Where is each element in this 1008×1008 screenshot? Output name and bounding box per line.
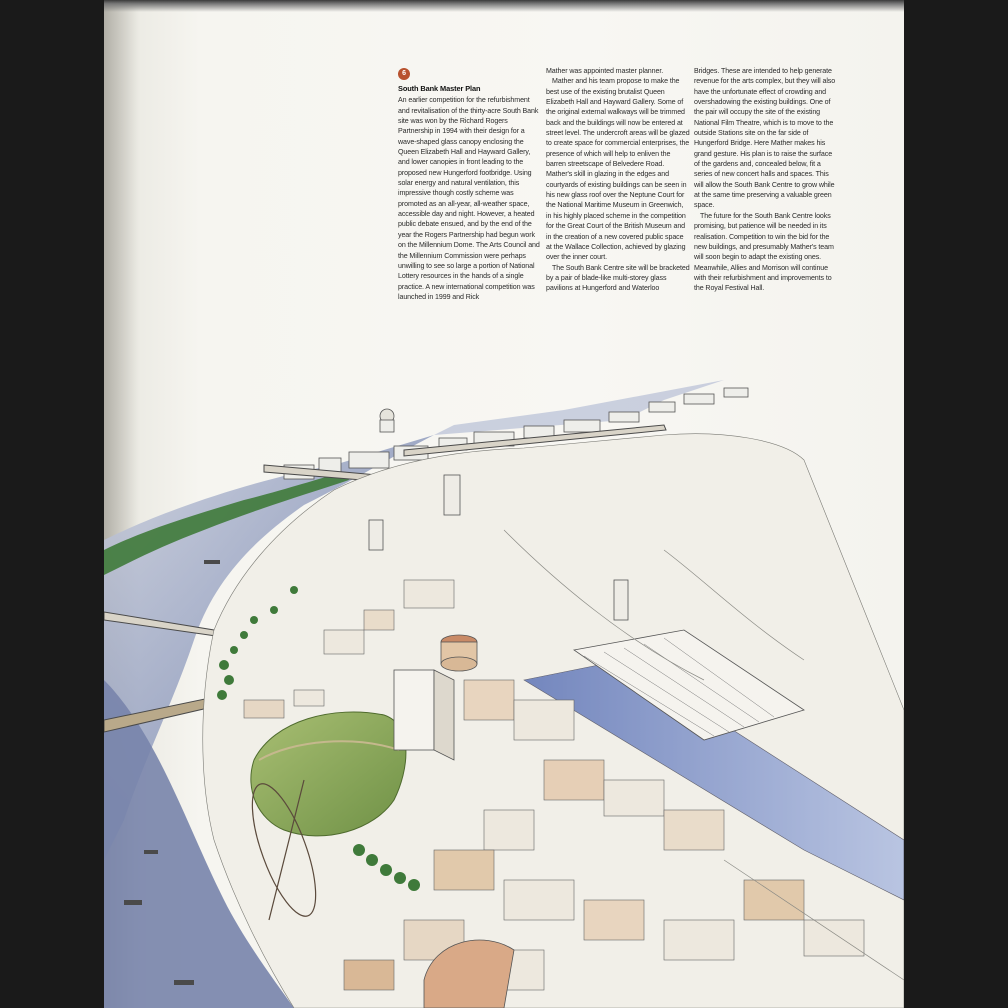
- page-top-edge: [104, 0, 904, 12]
- text-column-3: [694, 66, 838, 294]
- section-number-badge: 6: [398, 68, 410, 80]
- text-column-2: [546, 66, 690, 294]
- article-title: South Bank Master Plan: [398, 84, 481, 93]
- column-1-paragraph: An earlier competition for the refurbishment and revitalisation of the thirty-acre South Bank site was won by the Richard Rogers Partnership in 1994 with their design for a wave-shaped glass canopy enclosing the Queen Elizabeth Hall and Hayward Gallery, and lower canopies in front leading to the proposed new Hungerford footbridge. Using solar energy and natural ventilation, this impressive though costly scheme was promoted as an all-year, all-weather space, accessible day and night. However, a heated public debate ensued, and by the end of the year the Rogers Partnership had begun work on the Millennium Dome. The Arts Council and the Millennium Commission were perhaps unwilling to see so large a portion of National Lottery resources in the hands of a single practice. A new international competition was launched in 1999 and Rick: [398, 96, 540, 301]
- book-page: [104, 0, 904, 1008]
- text-column-1: [398, 66, 540, 302]
- column-3-paragraph-1: Bridges. These are intended to help generate revenue for the arts complex, but they will also have the unfortunate effect of crowding and overshadowing the existing buildings. One of the pair will occupy the site of the existing National Film Theatre, which is to move to the outside Stations site on the far side of Hungerford Bridge. Here Mather makes his grand gesture. His plan is to raise the surface of the gardens and, concealed below, fit a series of new concert halls and spaces. This will allow the South Bank Centre to grow while at the same time preserving a valuable green space.: [694, 67, 836, 210]
- column-2-paragraph-2: Mather and his team propose to make the best use of the existing brutalist Queen Elizabeth Hall and Hayward Gallery. Some of the original external walkways will be trimmed back and the buildings will now be entered at street level. The undercroft areas will be glazed to create space for commercial enterprises, the presence of which will help to enliven the barren streetscape of Belvedere Road. Mather's skill in glazing in the edges and courtyards of existing buildings can be seen in his new glass roof over the Neptune Court for the National Maritime Museum in Greenwich, in his highly placed scheme in the competition for the Great Court of the British Museum and in the creation of a new covered public space at the Wallace Collection, achieved by glazing over the inner court.: [546, 77, 690, 262]
- rotunda: [441, 635, 477, 671]
- aerial-illustration: [104, 380, 904, 1008]
- column-3-paragraph-2: The future for the South Bank Centre looks promising, but patience will be needed in its realisation. Competition to win the bid for the new buildings, and presumably Mather's team will soon begin to adapt the existing ones. Meanwhile, Allies and Morrison will continue with their refurbishment and improvements to the Royal Festival Hall.: [694, 211, 834, 293]
- column-2-paragraph-3: The South Bank Centre site will be bracketed by a pair of blade-like multi-storey glass pavilions at Hungerford and Waterloo: [546, 263, 690, 293]
- column-2-paragraph-1: Mather was appointed master planner.: [546, 67, 664, 75]
